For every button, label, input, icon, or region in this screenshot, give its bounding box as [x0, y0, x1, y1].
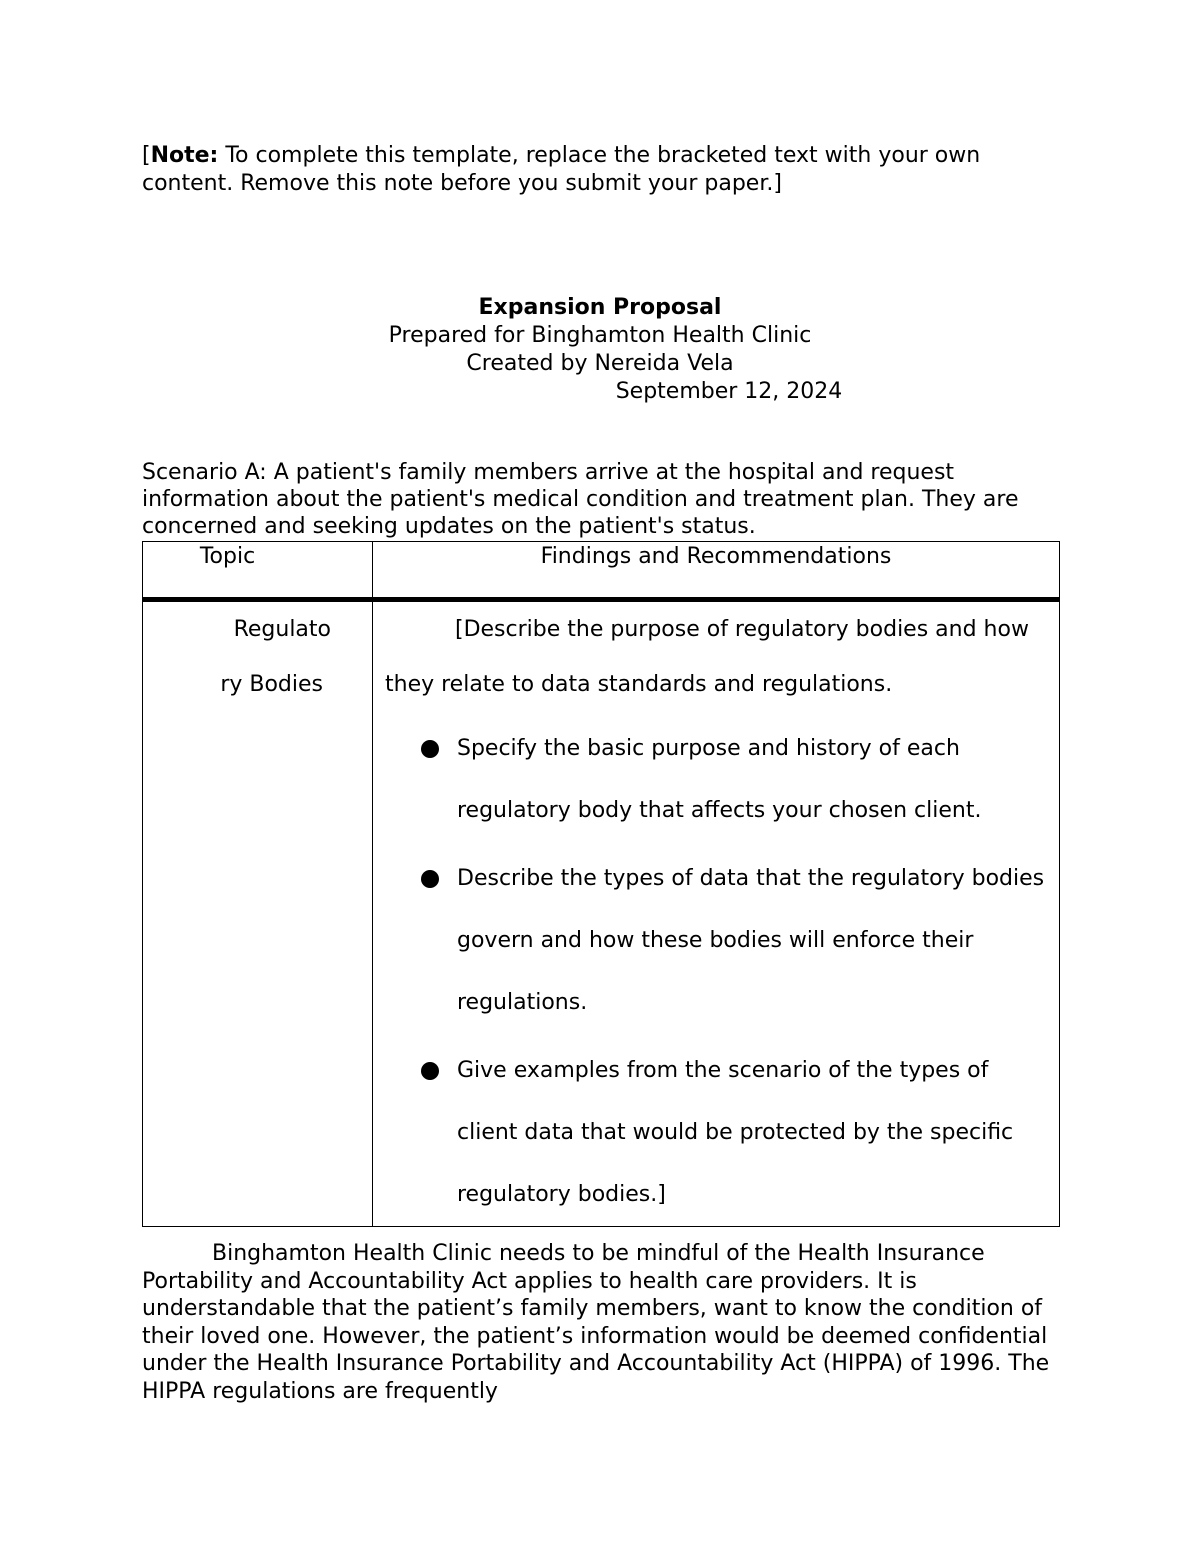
list-item — [385, 1040, 1047, 1226]
topic-cell — [143, 600, 373, 1227]
topic-line-2: ry Bodies — [220, 672, 323, 697]
header-findings: Findings and Recommendations — [373, 542, 1060, 600]
bullet-text: Give examples from the scenario of the types of client data that would be protected by the specific regulatory bodies.] — [457, 1058, 1014, 1207]
bullet-text: Specify the basic purpose and history of each regulatory body that affects your chosen client. — [457, 736, 982, 823]
bullet-icon — [421, 1062, 439, 1080]
bullet-icon — [421, 740, 439, 758]
prepared-for: Prepared for Binghamton Health Clinic — [388, 323, 812, 348]
list-item — [385, 848, 1047, 1034]
document-date: September 12, 2024 — [615, 379, 843, 404]
findings-intro: [Describe the purpose of regulatory bodies and how they relate to data standards and regulations. — [385, 617, 1029, 697]
findings-bullets — [385, 718, 1047, 1226]
title-block — [0, 294, 1200, 406]
topic-line-1: Regulato — [233, 617, 331, 642]
created-by: Created by Nereida Vela — [466, 351, 734, 376]
note-label: Note: — [150, 143, 219, 168]
bullet-text: Describe the types of data that the regulatory bodies govern and how these bodies will enforce their regulations. — [457, 866, 1045, 1015]
table-row — [143, 600, 1060, 1227]
header-topic: Topic — [143, 542, 373, 600]
template-note — [142, 142, 1072, 198]
note-open-bracket: [ — [142, 143, 151, 168]
note-text: To complete this template, replace the bracketed text with your own content. Remove this note before you submit your paper.] — [142, 143, 981, 196]
document-title: Expansion Proposal — [478, 295, 722, 320]
scenario-text: Scenario A: A patient's family members arrive at the hospital and request information about the patient's medical condition and treatment plan. They are concerned and seeking updates on the patient's status. — [142, 460, 1019, 539]
body-paragraph: Binghamton Health Clinic needs to be mindful of the Health Insurance Portability and Accountability Act applies to health care providers. It is understandable that the patient’s family members, want to know the condition of their loved one. However, the patient’s information would be deemed confidential under the Health Insurance Portability and Accountability Act (HIPPA) of 1996. The HIPPA regulations are frequently — [142, 1241, 1050, 1404]
proposal-table — [142, 541, 1060, 1227]
findings-cell — [373, 600, 1060, 1227]
list-item — [385, 718, 1047, 842]
table-header-row — [143, 542, 1060, 600]
bullet-icon — [421, 870, 439, 888]
